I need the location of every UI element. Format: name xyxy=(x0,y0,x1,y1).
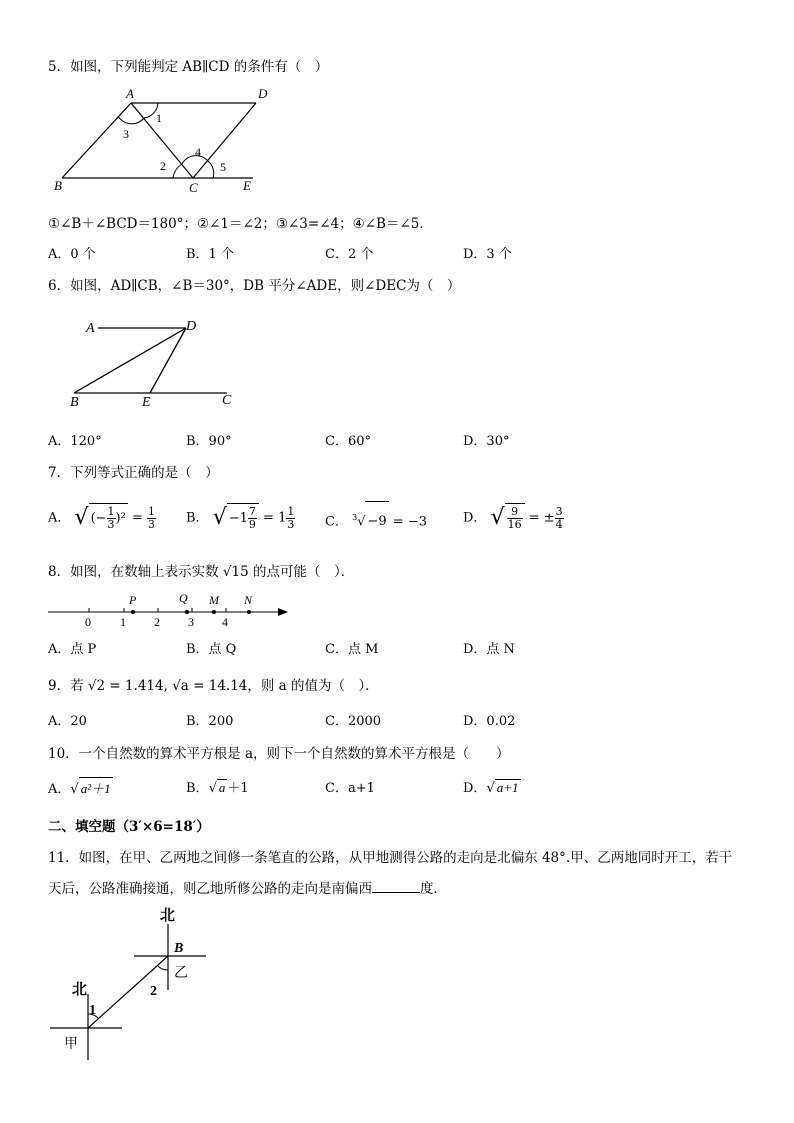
q11-jia-label: 甲 xyxy=(64,1037,78,1052)
q6-label-c: C xyxy=(222,393,232,408)
q11-angle-2: 2 xyxy=(150,984,157,999)
q6-option-a[interactable]: A．120° xyxy=(48,434,102,449)
q8-tick-2: 2 xyxy=(154,615,160,629)
q8-option-b[interactable]: B．点 Q xyxy=(186,642,237,657)
q8-option-c[interactable]: C．点 M xyxy=(325,642,379,657)
q8-stem: 8．如图，在数轴上表示实数 √15 的点可能（ ）． xyxy=(48,564,355,580)
q6-label-d: D xyxy=(186,319,197,334)
q11-answer-blank[interactable] xyxy=(372,892,420,893)
q5-angle-5: 5 xyxy=(220,160,226,174)
q8-option-a[interactable]: A．点 P xyxy=(48,642,97,657)
q5-angle-4: 4 xyxy=(195,145,201,159)
q11-north-label-1: 北 xyxy=(72,982,88,998)
q8-number-line xyxy=(44,590,294,630)
q10-option-c[interactable]: C．a+1 xyxy=(325,781,375,796)
q10-option-d[interactable]: D．√ a+1 xyxy=(463,780,519,796)
section-2-heading: 二、填空题（3′×6=18′） xyxy=(48,819,210,835)
q5-angle-2: 2 xyxy=(160,159,166,173)
q8-point-q: Q xyxy=(179,591,188,605)
q6-label-a: A xyxy=(86,321,95,336)
q8-point-m: M xyxy=(209,593,219,607)
q11-figure xyxy=(44,902,224,1062)
q6-stem: 6．如图，AD∥CB，∠B＝30°，DB 平分∠ADE，则∠DEC为（ ） xyxy=(48,278,461,294)
q5-option-b[interactable]: B．1 个 xyxy=(186,247,234,262)
q6-label-b: B xyxy=(70,395,79,410)
q11-angle-1: 1 xyxy=(89,1003,96,1018)
q8-tick-0: 0 xyxy=(85,615,91,629)
q10-option-a[interactable]: A．√ a²＋1 xyxy=(48,777,113,797)
q5-angle-3: 3 xyxy=(123,127,129,141)
q7-option-a-label: A． xyxy=(48,510,71,526)
q6-option-b[interactable]: B．90° xyxy=(186,434,232,449)
q11-north-label-2: 北 xyxy=(160,908,176,924)
q5-angle-1: 1 xyxy=(156,111,162,125)
q7-option-c[interactable]: C． $^3$√ −9 = −3 xyxy=(325,498,427,538)
q7-option-b[interactable]: B． √ −1 $\frac{7}{9}$ = 1 $\frac{1}{3}$ xyxy=(186,498,295,538)
q6-figure xyxy=(62,312,252,412)
q8-tick-1: 1 xyxy=(120,615,126,629)
q9-option-a[interactable]: A．20 xyxy=(48,714,87,729)
q9-option-b[interactable]: B．200 xyxy=(186,714,234,729)
q9-stem: 9．若 √2 = 1.414, √a = 14.14，则 a 的值为（ ）． xyxy=(48,678,379,694)
q11-line2: 天后，公路准确接通，则乙地所修公路的走向是南偏西 度． xyxy=(48,881,447,897)
q8-option-d[interactable]: D．点 N xyxy=(463,642,515,657)
q8-point-p: P xyxy=(129,593,137,607)
q5-label-b: B xyxy=(54,178,62,193)
q7-option-d[interactable]: D． √ $\frac{9}{16}$ = ± $\frac{3}{4}$ xyxy=(463,498,564,538)
q11-yi-label: 乙 xyxy=(174,966,188,981)
q5-option-a[interactable]: A．0 个 xyxy=(48,247,96,262)
q5-label-e: E xyxy=(243,178,251,193)
q7-option-a[interactable]: A． √ (− $\frac{1}{3}$ )² = $\frac{1}{3}$ xyxy=(48,498,156,538)
q11-label-b: B xyxy=(174,941,184,956)
q5-figure xyxy=(48,82,268,197)
q5-option-c[interactable]: C．2 个 xyxy=(325,247,374,262)
q6-label-e: E xyxy=(142,395,151,410)
q5-conditions: ①∠B＋∠BCD＝180°；②∠1＝∠2；③∠3=∠4；④∠B＝∠5． xyxy=(48,216,433,232)
q6-option-c[interactable]: C．60° xyxy=(325,434,371,449)
q5-label-d: D xyxy=(258,86,268,101)
q10-option-b[interactable]: B．√ a ＋1 xyxy=(186,780,249,796)
q10-stem: 10．一个自然数的算术平方根是 a，则下一个自然数的算术平方根是（ ） xyxy=(48,746,510,762)
q7-stem: 7．下列等式正确的是（ ） xyxy=(48,465,219,481)
q6-option-d[interactable]: D．30° xyxy=(463,434,510,449)
q9-option-d[interactable]: D．0.02 xyxy=(463,714,516,729)
q11-line1: 11．如图，在甲、乙两地之间修一条笔直的公路，从甲地测得公路的走向是北偏东 48°.甲、乙两地同时开工，若干 xyxy=(48,850,733,866)
q5-label-c: C xyxy=(189,180,198,195)
q8-tick-4: 4 xyxy=(222,615,228,629)
q5-stem: 5．如图，下列能判定 AB∥CD 的条件有（ ） xyxy=(48,59,329,75)
q8-point-n: N xyxy=(244,593,253,607)
q9-option-c[interactable]: C．2000 xyxy=(325,714,382,729)
q5-label-a: A xyxy=(126,86,134,101)
q8-tick-3: 3 xyxy=(188,615,194,629)
q5-option-d[interactable]: D．3 个 xyxy=(463,247,512,262)
